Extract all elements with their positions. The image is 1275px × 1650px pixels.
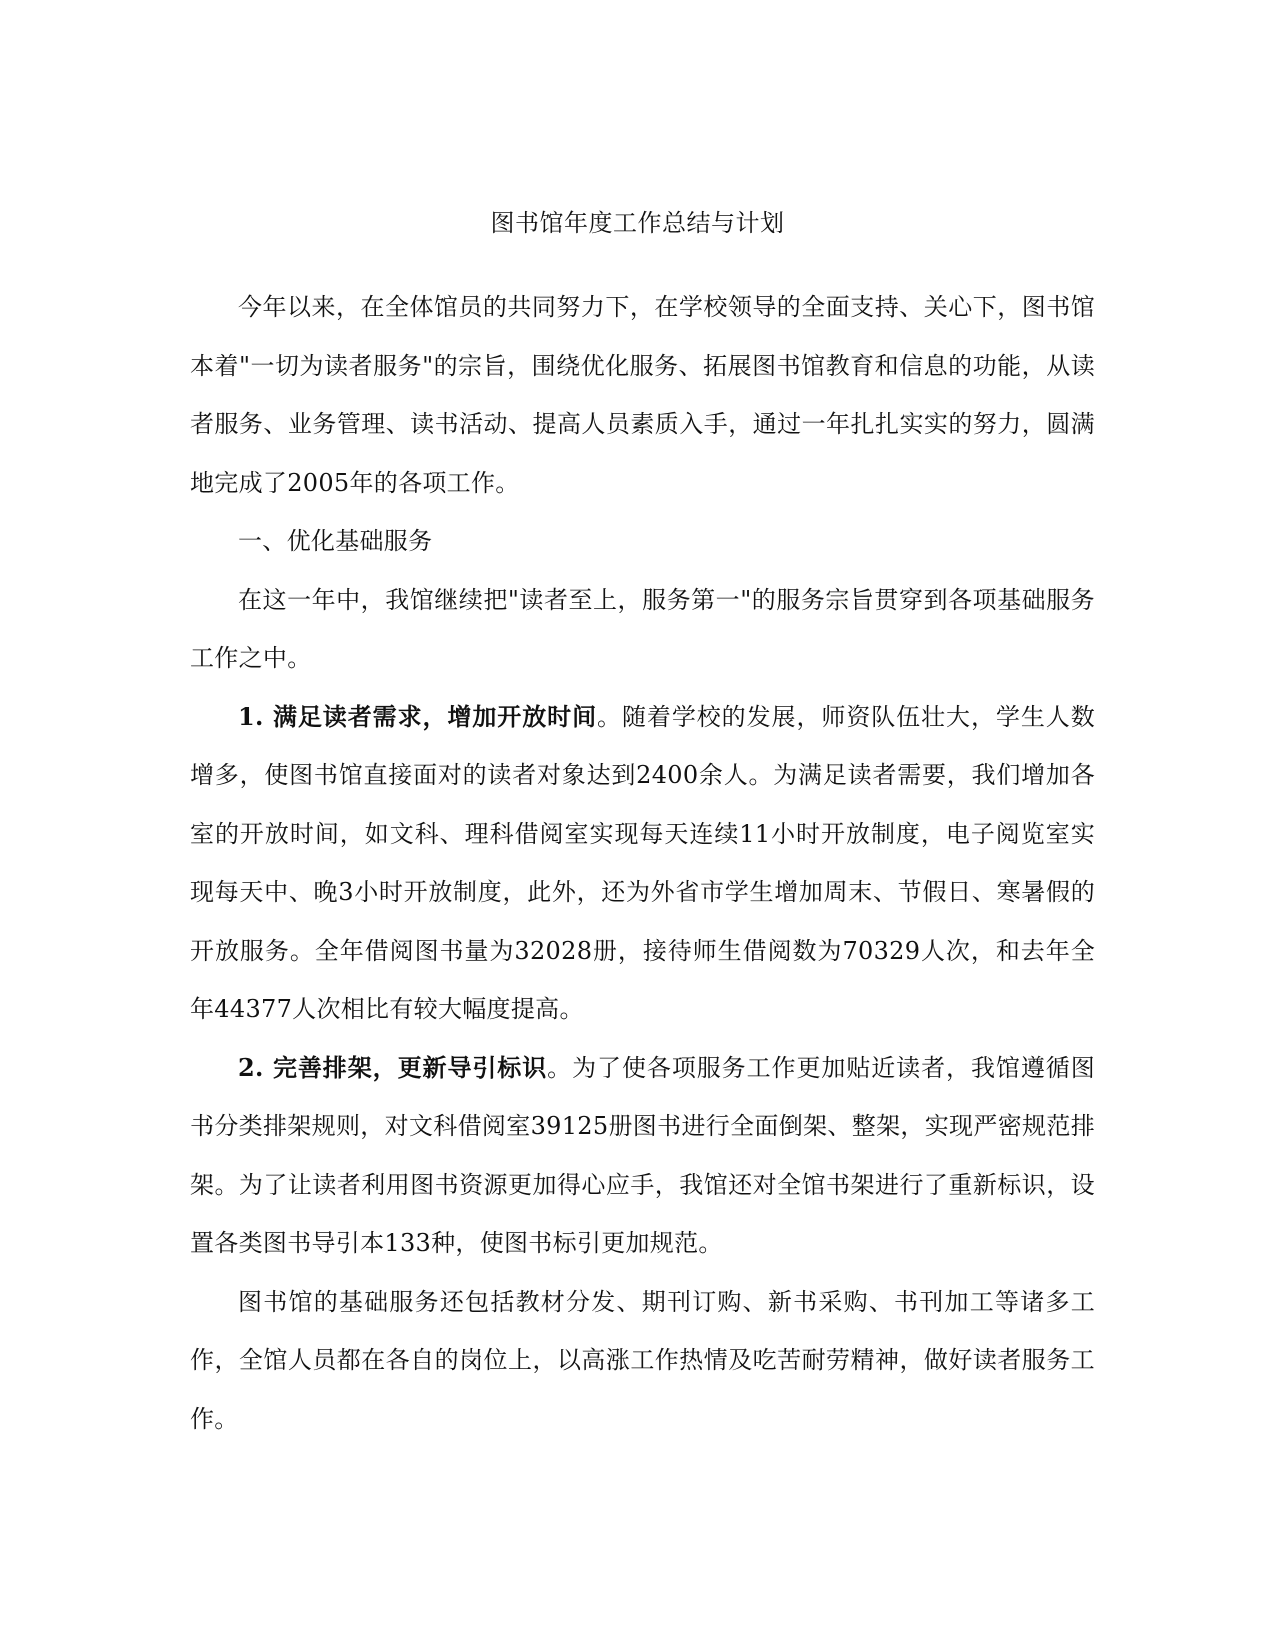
paragraph-item-1	[190, 688, 1095, 1039]
document-title: 图书馆年度工作总结与计划	[490, 209, 785, 237]
paragraph-text: 今年以来，在全体馆员的共同努力下，在学校领导的全面支持、关心下，图书馆本着"一切为读者服务"的宗旨，围绕优化服务、拓展图书馆教育和信息的功能，从读者服务、业务管理、读书活动、提高人员素质入手，通过一年扎扎实实的努力，圆满地完成了2005年的各项工作。	[190, 293, 1095, 497]
paragraph-item-2	[190, 1039, 1095, 1273]
document-body	[190, 278, 1095, 1448]
paragraph-text: 。随着学校的发展，师资队伍壮大，学生人数增多，使图书馆直接面对的读者对象达到2400余人。为满足读者需要，我们增加各室的开放时间，如文科、理科借阅室实现每天连续11小时开放制度，电子阅览室实现每天中、晚3小时开放制度，此外，还为外省市学生增加周末、节假日、寒暑假的开放服务。全年借阅图书量为32028册，接待师生借阅数为70329人次，和去年全年44377人次相比有较大幅度提高。	[190, 702, 1095, 1023]
paragraph-text: 一、优化基础服务	[238, 527, 433, 555]
paragraph-lead: 2. 完善排架，更新导引标识	[238, 1052, 548, 1082]
paragraph-closing	[190, 1273, 1095, 1449]
section-heading	[190, 512, 1095, 571]
paragraph-section-intro	[190, 571, 1095, 688]
paragraph-text: 在这一年中，我馆继续把"读者至上，服务第一"的服务宗旨贯穿到各项基础服务工作之中。	[190, 585, 1095, 672]
paragraph-lead: 1. 满足读者需求，增加开放时间	[238, 701, 598, 731]
paragraph-text: 图书馆的基础服务还包括教材分发、期刊订购、新书采购、书刊加工等诸多工作，全馆人员都在各自的岗位上，以高涨工作热情及吃苦耐劳精神，做好读者服务工作。	[190, 1287, 1095, 1433]
paragraph-text: 。为了使各项服务工作更加贴近读者，我馆遵循图书分类排架规则，对文科借阅室39125册图书进行全面倒架、整架，实现严密规范排架。为了让读者利用图书资源更加得心应手，我馆还对全馆书架进行了重新标识，设置各类图书导引本133种，使图书标引更加规范。	[190, 1053, 1095, 1257]
paragraph-intro	[190, 278, 1095, 512]
